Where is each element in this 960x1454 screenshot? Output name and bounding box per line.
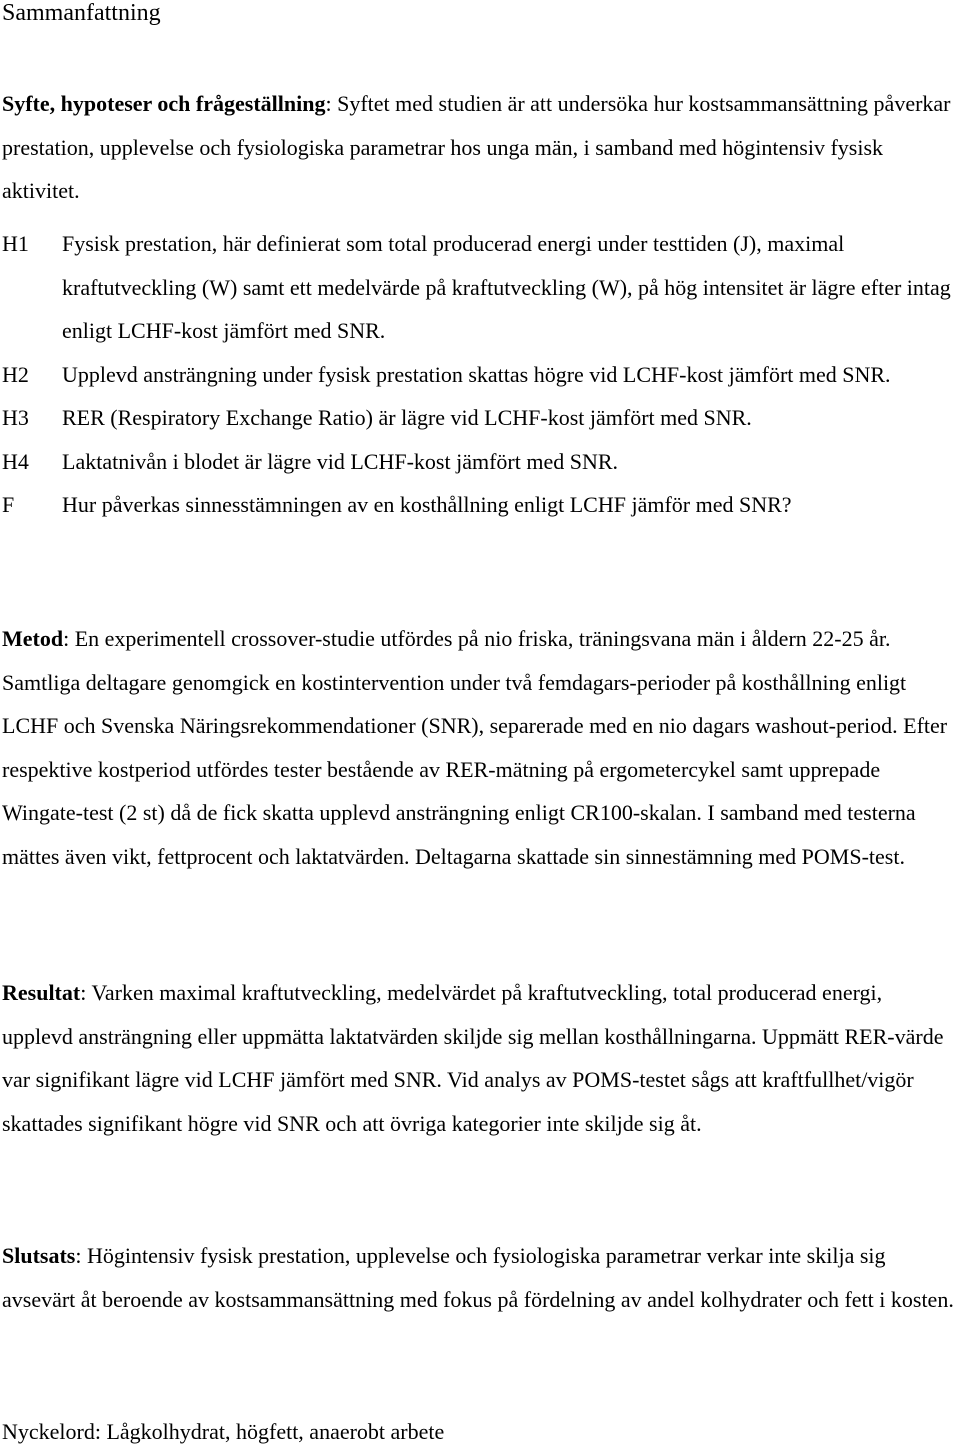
syfte-text: Syftet med studien är att undersöka hur kostsammansättning påverkar prestation, upplevelse och fysiologiska parametrar hos unga män, i samband med högintensiv fysisk aktivitet.: [2, 91, 951, 203]
hypothesis-item-h3: [2, 396, 960, 440]
slutsats-colon: :: [75, 1243, 82, 1268]
hypothesis-label: F: [2, 492, 15, 517]
hypothesis-text: RER (Respiratory Exchange Ratio) är lägre vid LCHF-kost jämfört med SNR.: [62, 405, 752, 430]
hypothesis-text: Upplevd ansträngning under fysisk prestation skattas högre vid LCHF-kost jämfört med SNR.: [62, 361, 891, 387]
hypothesis-item-h4: [2, 440, 960, 484]
hypothesis-text: Laktatnivån i blodet är lägre vid LCHF-kost jämfört med SNR.: [62, 448, 619, 474]
metod-colon: :: [63, 626, 70, 651]
hypothesis-text: Hur påverkas sinnesstämningen av en kosthållning enligt LCHF jämför med SNR?: [62, 492, 792, 517]
hypothesis-item-h1: [2, 222, 960, 353]
slutsats-paragraph: [2, 1234, 957, 1321]
metod-heading: Metod: [2, 626, 64, 651]
syfte-paragraph: [2, 82, 957, 213]
resultat-heading: Resultat: [2, 980, 81, 1005]
hypothesis-item-h2: [2, 353, 960, 397]
hypothesis-label: H2: [2, 361, 29, 387]
resultat-paragraph: [2, 971, 957, 1145]
syfte-colon: :: [325, 91, 332, 116]
metod-paragraph: [2, 617, 957, 878]
resultat-colon: :: [80, 980, 87, 1005]
slutsats-heading: Slutsats: [2, 1243, 76, 1268]
hypothesis-text: Fysisk prestation, här definierat som total producerad energi under testtiden (J), maximal kraftutveckling (W) samt ett medelvärde på kraftutveckling (W), på hög intensitet är lägre efter intag enligt LCHF-kost jämfört med SNR.: [62, 231, 951, 343]
syfte-heading: Syfte, hypoteser och frågeställning: [2, 91, 326, 116]
hypothesis-label: H4: [2, 448, 29, 474]
slutsats-text: Högintensiv fysisk prestation, upplevelse och fysiologiska parametrar verkar inte skilja sig avsevärt åt beroende av kostsammansättning med fokus på fördelning av andel kolhydrater och fett i kosten.: [2, 1243, 954, 1312]
hypothesis-list: [2, 222, 960, 527]
keywords-line: Nyckelord: Lågkolhydrat, högfett, anaerobt arbete: [2, 1419, 445, 1444]
resultat-text: Varken maximal kraftutveckling, medelvärdet på kraftutveckling, total producerad energi, upplevd ansträngning eller uppmätta laktatvärden skiljde sig mellan kosthållningarna. Uppmätt RER-värde var signifikant lägre vid LCHF jämfört med SNR. Vid analys av POMS-testet sågs att kraftfullhet/vigör skattades signifikant högre vid SNR och att övriga kategorier inte skiljde sig åt.: [2, 980, 944, 1136]
hypothesis-label: H3: [2, 405, 29, 430]
hypothesis-label: H1: [2, 231, 29, 256]
hypothesis-item-f: [2, 483, 960, 527]
page-title: Sammanfattning: [2, 0, 161, 26]
metod-text: En experimentell crossover-studie utfördes på nio friska, träningsvana män i åldern 22-25 år. Samtliga deltagare genomgick en kostintervention under två femdagars-perioder på kosthållning enligt LCHF och Svenska Näringsrekommendationer (SNR), separerade med en nio dagars washout-period. Efter respektive kostperiod utfördes tester bestående av RER-mätning på ergometercykel samt upprepade Wingate-test (2 st) då de fick skatta upplevd ansträngning enligt CR100-skalan. I samband med testerna mättes även vikt, fettprocent och laktatvärden. Deltagarna skattade sin sinnestämning med POMS-test.: [2, 626, 948, 869]
